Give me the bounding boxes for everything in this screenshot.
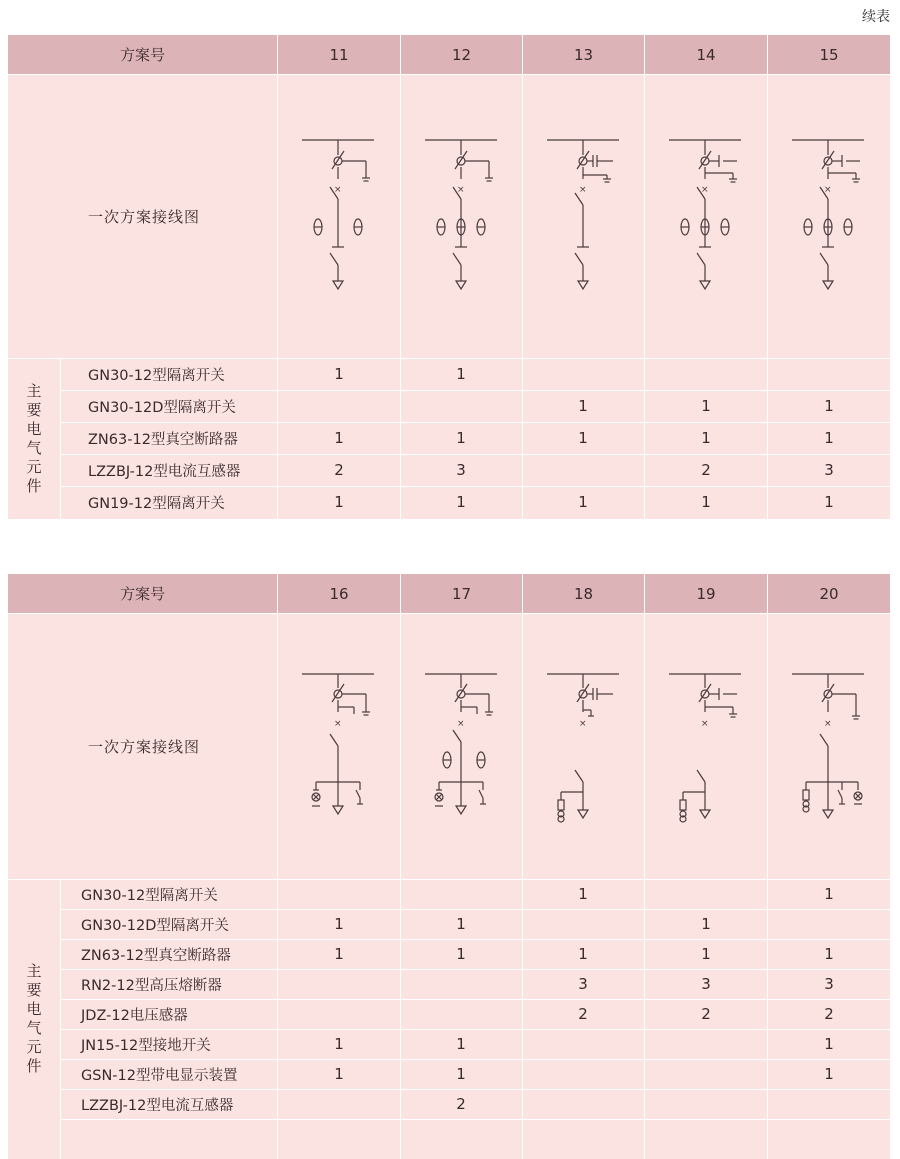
quantity-cell: 3 xyxy=(701,975,711,993)
quantity-cell: 2 xyxy=(334,461,344,479)
svg-text:×: × xyxy=(579,719,587,729)
quantity-cell xyxy=(441,969,481,999)
component-name: GN30-12D型隔离开关 xyxy=(88,399,236,416)
quantity-cell: 1 xyxy=(578,945,588,963)
wiring-diagram-14 xyxy=(645,75,767,358)
wiring-diagram-13 xyxy=(523,75,644,358)
svg-text:×: × xyxy=(457,185,465,195)
table-body xyxy=(8,75,890,519)
quantity-cell: 1 xyxy=(334,493,344,511)
component-name: RN2-12型高压熔断器 xyxy=(81,977,222,994)
quantity-cell: 1 xyxy=(824,1065,834,1083)
svg-text:×: × xyxy=(824,185,832,195)
quantity-cell: 1 xyxy=(824,493,834,511)
scheme-col-header: 15 xyxy=(819,45,839,64)
quantity-cell: 1 xyxy=(824,885,834,903)
wiring-diagram-18 xyxy=(523,614,644,879)
quantity-cell xyxy=(319,1089,359,1119)
quantity-cell: 1 xyxy=(456,1065,466,1083)
svg-text:×: × xyxy=(824,719,832,729)
quantity-cell xyxy=(563,454,603,486)
scheme-table-1 xyxy=(8,35,890,519)
table-header xyxy=(8,574,890,614)
wiring-diagram-label: 一次方案接线图 xyxy=(88,208,201,226)
quantity-cell: 1 xyxy=(701,429,711,447)
quantity-cell: 2 xyxy=(578,1005,588,1023)
svg-text:×: × xyxy=(457,719,465,729)
scheme-number-header: 方案号 xyxy=(119,46,165,64)
quantity-cell: 1 xyxy=(701,915,711,933)
quantity-cell: 1 xyxy=(701,945,711,963)
quantity-cell: 1 xyxy=(334,1035,344,1053)
quantity-cell xyxy=(441,390,481,422)
wiring-diagram-12 xyxy=(401,75,522,358)
svg-text:×: × xyxy=(334,719,342,729)
wiring-diagram-20 xyxy=(768,614,890,879)
component-name: ZN63-12型真空断路器 xyxy=(88,431,238,448)
quantity-cell: 1 xyxy=(334,1065,344,1083)
quantity-cell: 1 xyxy=(456,1035,466,1053)
quantity-cell: 1 xyxy=(824,1035,834,1053)
component-name: GN30-12型隔离开关 xyxy=(88,367,225,384)
quantity-cell: 1 xyxy=(824,945,834,963)
quantity-cell: 1 xyxy=(456,365,466,383)
quantity-cell: 1 xyxy=(701,493,711,511)
svg-text:×: × xyxy=(701,719,709,729)
quantity-cell xyxy=(563,1059,603,1089)
scheme-col-header: 16 xyxy=(329,584,349,603)
main-components-label: 主 要 电 气 元 件 xyxy=(26,962,42,1075)
quantity-cell xyxy=(686,1089,726,1119)
quantity-cell xyxy=(319,879,359,909)
quantity-cell: 3 xyxy=(456,461,466,479)
scheme-col-header: 20 xyxy=(819,584,839,603)
scheme-table-2 xyxy=(8,574,890,1159)
wiring-diagram-11 xyxy=(278,75,400,358)
quantity-cell xyxy=(686,879,726,909)
quantity-cell: 2 xyxy=(701,461,711,479)
quantity-cell xyxy=(809,909,849,939)
quantity-cell: 1 xyxy=(334,365,344,383)
svg-text:×: × xyxy=(579,185,587,195)
quantity-cell: 2 xyxy=(456,1095,466,1113)
quantity-cell: 1 xyxy=(456,429,466,447)
quantity-cell xyxy=(686,1029,726,1059)
wiring-diagram-16 xyxy=(278,614,400,879)
quantity-cell: 1 xyxy=(824,429,834,447)
wiring-diagram-15 xyxy=(768,75,890,358)
quantity-cell xyxy=(319,969,359,999)
scheme-col-header: 11 xyxy=(329,45,349,64)
component-name: GN19-12型隔离开关 xyxy=(88,495,225,512)
wiring-diagram-17 xyxy=(401,614,522,879)
quantity-cell: 1 xyxy=(578,493,588,511)
quantity-cell: 3 xyxy=(824,975,834,993)
quantity-cell xyxy=(686,358,726,390)
svg-text:×: × xyxy=(701,185,709,195)
svg-text:×: × xyxy=(334,185,342,195)
quantity-cell: 1 xyxy=(456,945,466,963)
continued-label: 续表 xyxy=(862,9,890,25)
component-name: LZZBJ-12型电流互感器 xyxy=(81,1097,234,1114)
scheme-col-header: 19 xyxy=(696,584,716,603)
quantity-cell xyxy=(563,358,603,390)
quantity-cell: 1 xyxy=(456,493,466,511)
table-header xyxy=(8,35,890,75)
wiring-diagram-label: 一次方案接线图 xyxy=(88,738,201,756)
component-name: GN30-12D型隔离开关 xyxy=(81,917,229,934)
scheme-col-header: 12 xyxy=(451,45,472,64)
component-name: GN30-12型隔离开关 xyxy=(81,887,218,904)
quantity-cell: 1 xyxy=(456,915,466,933)
component-name: ZN63-12型真空断路器 xyxy=(81,947,231,964)
main-components-label: 主 要 电 气 元 件 xyxy=(26,381,42,495)
quantity-cell: 2 xyxy=(701,1005,711,1023)
component-name: JN15-12型接地开关 xyxy=(81,1037,211,1054)
quantity-cell xyxy=(686,1059,726,1089)
quantity-cell xyxy=(809,358,849,390)
quantity-cell xyxy=(441,879,481,909)
quantity-cell: 1 xyxy=(701,397,711,415)
scheme-col-header: 18 xyxy=(573,584,594,603)
table-body xyxy=(8,614,890,1159)
quantity-cell xyxy=(563,909,603,939)
component-name: JDZ-12电压感器 xyxy=(81,1007,188,1024)
quantity-cell xyxy=(809,1089,849,1119)
quantity-cell: 1 xyxy=(824,397,834,415)
component-name: LZZBJ-12型电流互感器 xyxy=(88,463,241,480)
scheme-col-header: 17 xyxy=(451,584,472,603)
quantity-cell: 3 xyxy=(578,975,588,993)
quantity-cell xyxy=(441,999,481,1029)
quantity-cell: 1 xyxy=(334,915,344,933)
quantity-cell: 1 xyxy=(578,397,588,415)
quantity-cell: 1 xyxy=(578,885,588,903)
quantity-cell xyxy=(319,390,359,422)
quantity-cell: 1 xyxy=(334,429,344,447)
scheme-col-header: 14 xyxy=(696,45,716,64)
quantity-cell xyxy=(563,1029,603,1059)
wiring-diagram-19 xyxy=(645,614,767,879)
quantity-cell: 3 xyxy=(824,461,834,479)
scheme-col-header: 13 xyxy=(573,45,594,64)
scheme-number-header: 方案号 xyxy=(119,585,165,603)
quantity-cell xyxy=(563,1089,603,1119)
quantity-cell: 2 xyxy=(824,1005,834,1023)
quantity-cell: 1 xyxy=(334,945,344,963)
quantity-cell: 1 xyxy=(578,429,588,447)
quantity-cell xyxy=(319,999,359,1029)
component-name: GSN-12型带电显示装置 xyxy=(81,1067,238,1084)
